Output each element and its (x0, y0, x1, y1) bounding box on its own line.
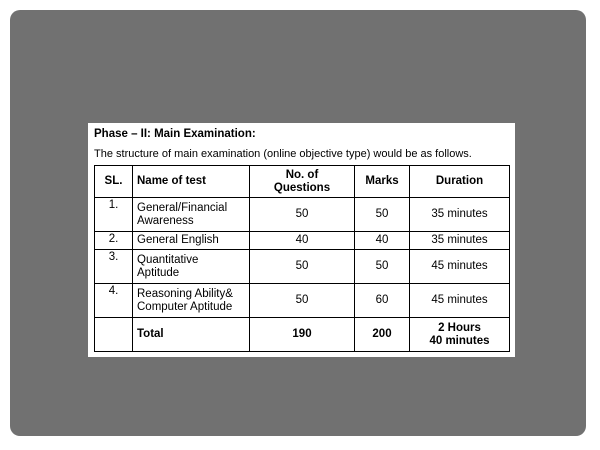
row-questions: 50 (250, 198, 355, 232)
row-test-name (133, 198, 250, 232)
row-test-name-line1: Reasoning Ability& (137, 287, 233, 300)
total-questions: 190 (250, 318, 355, 352)
total-duration (410, 318, 510, 352)
row-sl: 4. (95, 284, 133, 318)
row-test-name (133, 232, 250, 250)
header-questions-line2: Questions (273, 181, 331, 194)
table-header-row (95, 166, 510, 198)
header-duration: Duration (410, 166, 510, 198)
row-duration: 35 minutes (410, 232, 510, 250)
screenshot-frame (10, 10, 586, 436)
table-row (95, 232, 510, 250)
row-sl: 2. (95, 232, 133, 250)
total-label: Total (133, 318, 250, 352)
intro-text: The structure of main examination (online objective type) would be as follows. (94, 148, 472, 160)
row-sl: 1. (95, 198, 133, 232)
header-sl: SL. (95, 166, 133, 198)
header-marks: Marks (355, 166, 410, 198)
row-questions: 50 (250, 284, 355, 318)
section-heading: Phase – II: Main Examination: (94, 128, 256, 140)
row-duration: 35 minutes (410, 198, 510, 232)
table-row (95, 198, 510, 232)
table-row (95, 284, 510, 318)
row-test-name-line1: General/Financial (137, 201, 228, 214)
row-test-name-line2: Computer Aptitude (137, 300, 233, 313)
row-test-name-line1: General English (137, 234, 219, 246)
total-sl (95, 318, 133, 352)
row-sl: 3. (95, 250, 133, 284)
row-test-name-line2: Aptitude (137, 266, 180, 279)
table-row (95, 250, 510, 284)
table-total-row (95, 318, 510, 352)
header-questions (250, 166, 355, 198)
row-marks: 60 (355, 284, 410, 318)
row-test-name-line1: Quantitative (137, 253, 199, 266)
row-test-name (133, 284, 250, 318)
exam-structure-table (94, 165, 510, 352)
header-questions-line1: No. of (285, 168, 319, 181)
row-marks: 50 (355, 250, 410, 284)
document-sheet (88, 123, 515, 357)
row-questions: 40 (250, 232, 355, 250)
row-duration: 45 minutes (410, 284, 510, 318)
row-marks: 50 (355, 198, 410, 232)
row-duration: 45 minutes (410, 250, 510, 284)
row-marks: 40 (355, 232, 410, 250)
row-test-name-line2: Awareness (137, 214, 194, 227)
row-test-name (133, 250, 250, 284)
total-duration-line1: 2 Hours (438, 321, 481, 334)
total-marks: 200 (355, 318, 410, 352)
total-duration-line2: 40 minutes (429, 334, 490, 347)
row-questions: 50 (250, 250, 355, 284)
header-name: Name of test (133, 166, 250, 198)
